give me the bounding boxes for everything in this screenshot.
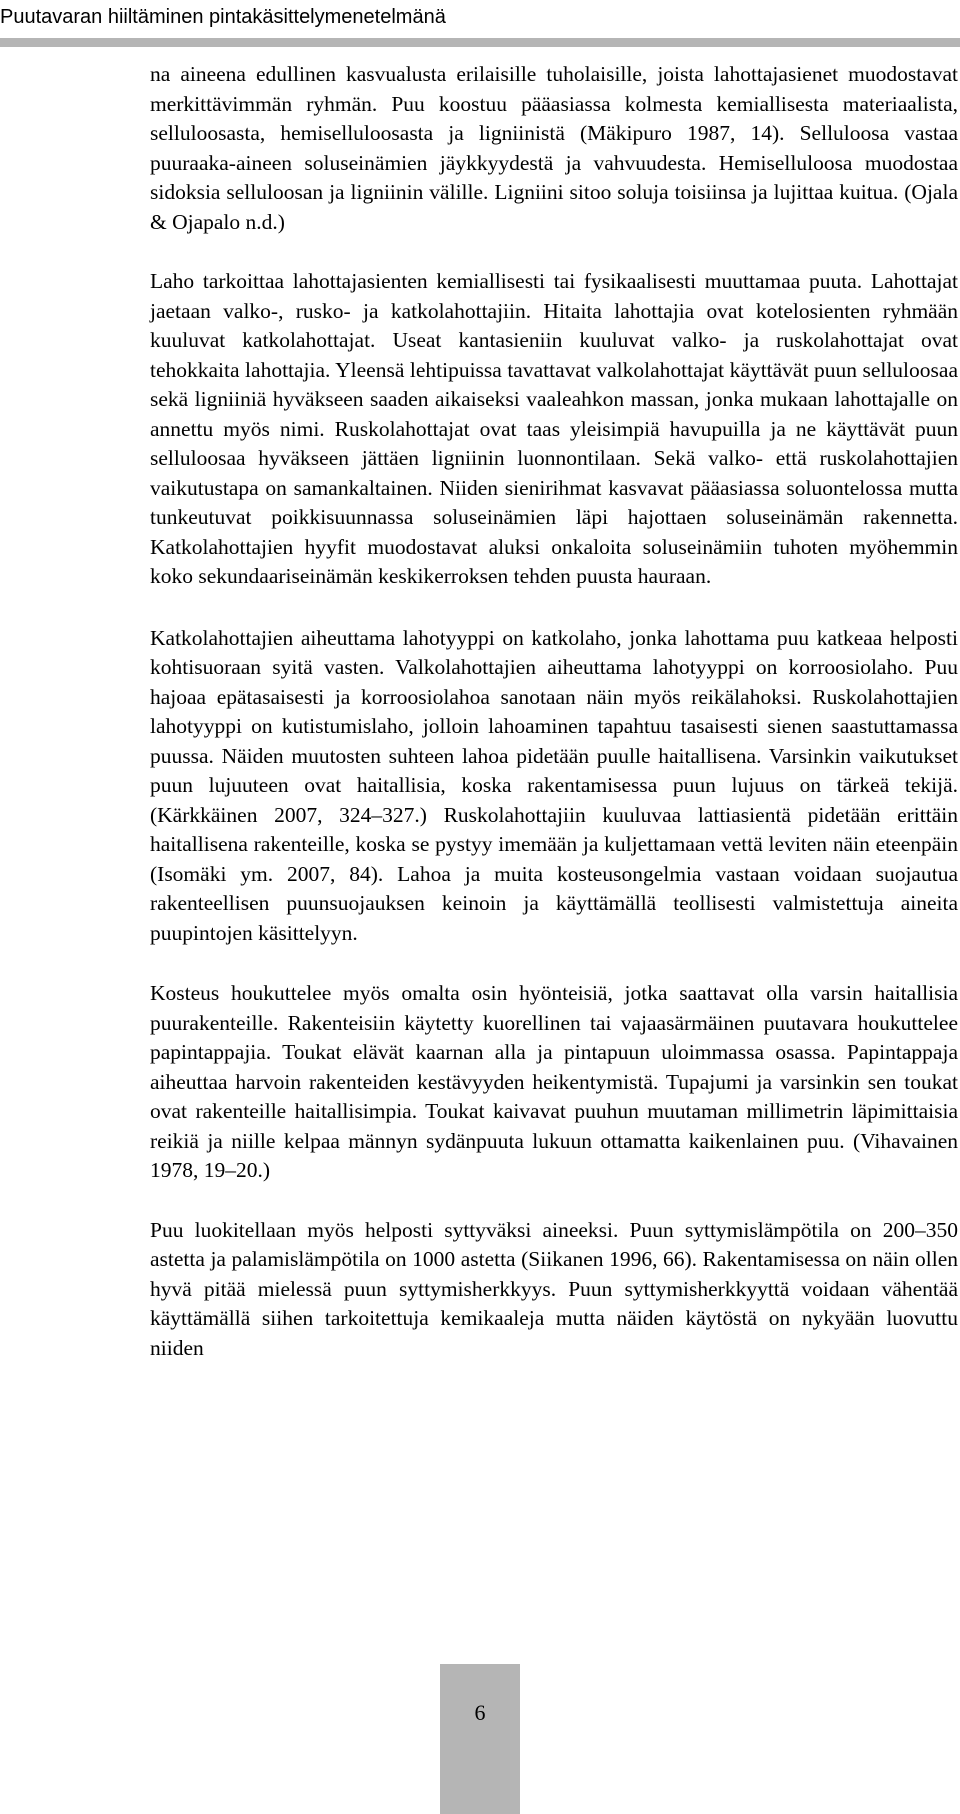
body-text [150, 60, 958, 1363]
page-number: 6 [474, 1700, 486, 1725]
header-rule [0, 38, 960, 47]
paragraph-2: Laho tarkoittaa lahottajasienten kemiallisesti tai fysikaalisesti muuttamaa puuta. Lahottajat jaetaan valko-, rusko- ja katkolahottajiin. Hitaita lahottajia ovat kotelosienten ryhmään kuuluvat katkolahottajat. Useat kantasieniin kuuluvat valko- ja ruskolahottajat ovat tehokkaita lahottajia. Yleensä lehtipuissa tavattavat valkolahottajat käyttävät puun selluloosaa sekä ligniiniä hyväkseen saaden aikaiseksi vaaleahkon massan, jonka mukaan lahottajalle on annettu myös nimi. Ruskolahottajat ovat taas yleisimpiä havupuilla ja ne käyttävät puun selluloosaa hyväkseen jättäen ligniinin luonnontilaan. Sekä valko- että ruskolahottajien vaikutustapa on samankaltainen. Niiden sienirihmat kasvavat pääasiassa soluontelossa mutta tunkeutuvat poikkisuunnassa soluseinämien läpi hajottaen soluseinämän rakennetta. Katkolahottajien hyyfit muodostavat aluksi onkaloita soluseinämiin tuhoten myöhemmin koko sekundaariseinämän keskikerroksen tehden puusta hauraan. [150, 269, 958, 588]
paragraph-4: Kosteus houkuttelee myös omalta osin hyönteisiä, jotka saattavat olla varsin haitallisia puurakenteille. Rakenteisiin käytetty kuorellinen tai vajaasärmäinen puutavara houkuttelee papintappajia. Toukat elävät kaarnan alla ja pintapuun uloimmassa osassa. Papintappaja aiheuttaa harvoin rakenteiden kestävyyden heikentymistä. Tupajumi ja varsinkin sen toukat ovat rakenteille haitallisimpia. Toukat kaivavat puuhun muutaman millimetrin läpimittaisia reikiä ja niille kelpaa männyn sydänpuuta lukuun ottamatta kaikenlainen puu. (Vihavainen 1978, 19–20.) [150, 981, 958, 1182]
paragraph-1: na aineena edullinen kasvualusta erilaisille tuholaisille, joista lahottajasienet muodostavat merkittävimmän ryhmän. Puu koostuu pääasiassa kolmesta kemiallisesta materiaalista, selluloosasta, hemiselluloosasta ja ligniinistä (Mäkipuro 1987, 14). Selluloosa vastaa puuraaka-aineen soluseinämien jäykkyydestä ja vahvuudesta. Hemiselluloosa muodostaa sidoksia selluloosan ja ligniinin välille. Ligniini sitoo soluja toisiinsa ja lujittaa kuitua. (Ojala & Ojapalo n.d.) [150, 62, 958, 234]
paragraph-5: Puu luokitellaan myös helposti syttyväksi aineeksi. Puun syttymislämpötila on 200–350 astetta ja palamislämpötila on 1000 astetta (Siikanen 1996, 66). Rakentamisessa on näin ollen hyvä pitää mielessä puun syttymisherkkyys. Puun syttymisherkkyyttä voidaan vähentää käyttämällä siihen tarkoitettuja kemikaaleja mutta näiden käytöstä on nykyään luovuttu niiden [150, 1217, 958, 1360]
page-header-title: Puutavaran hiiltäminen pintakäsittelymenetelmänä [0, 6, 446, 28]
paragraph-3: Katkolahottajien aiheuttama lahotyyppi on katkolaho, jonka lahottama puu katkeaa helposti kohtisuoraan syitä vasten. Valkolahottajien aiheuttama lahotyyppi on korroosiolaho. Puu hajoaa epätasaisesti ja korroosiolahoa sanotaan näin myös reikälahoksi. Ruskolahottajien lahotyyppi on kutistumislaho, jolloin lahoaminen tapahtuu tasaisesti sienen saastuttamassa puussa. Näiden muutosten suhteen lahoa pidetään puulle haitallisena. Varsinkin vaikutukset puun lujuuteen ovat haitallisia, koska rakentamisessa puun lujuus on tärkeä tekijä. (Kärkkäinen 2007, 324–327.) Ruskolahottajiin kuuluvaa lattiasientä pidetään erittäin haitallisena rakenteille, koska se pystyy imemään ja kuljettamaan vettä leviten näin eteenpäin (Isomäki ym. 2007, 84). Lahoa ja muita kosteusongelmia vastaan voidaan suojautua rakenteellisen puunsuojauksen keinoin ja käyttämällä teollisesti valmistettuja aineita puupintojen käsittelyyn. [150, 625, 958, 945]
page-number-box [440, 1664, 520, 1814]
